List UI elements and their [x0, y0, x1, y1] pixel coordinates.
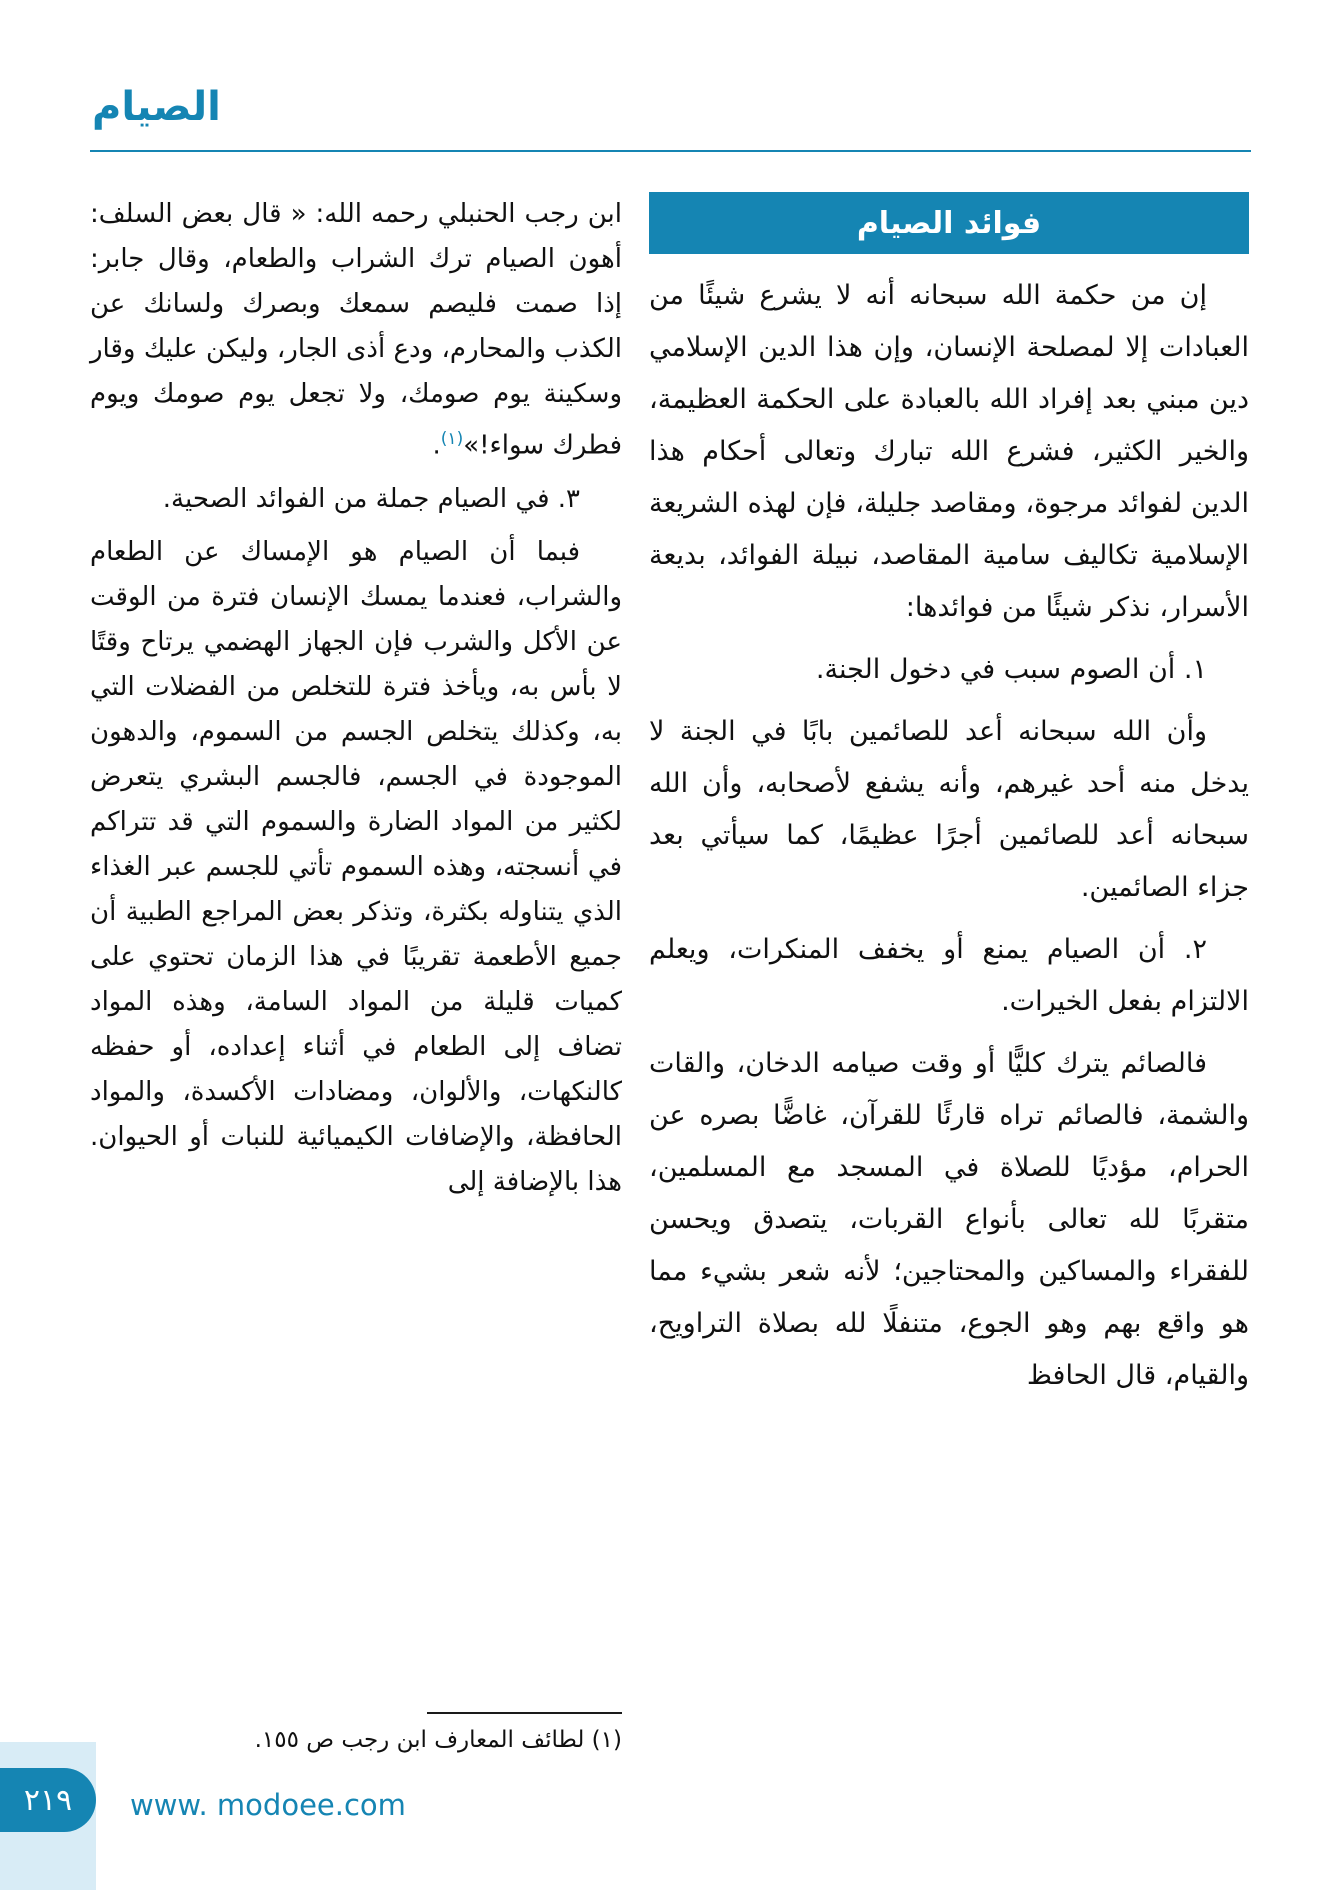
paragraph: إن من حكمة الله سبحانه أنه لا يشرع شيئًا من العبادات إلا لمصلحة الإنسان، وإن هذا الدين الإسلامي دين مبني بعد إفراد الله بالعبادة على الحكمة العظيمة، والخير الكثير، فشرع الله تبارك وتعالى أحكام هذا الدين لفوائد مرجوة، ومقاصد جليلة، فإن لهذه الشريعة الإسلامية تكاليف سامية المقاصد، نبيلة الفوائد، بديعة الأسرار، نذكر شيئًا من فوائدها:: [649, 280, 1249, 623]
paragraph-text: .: [432, 430, 441, 461]
paragraph: فالصائم يترك كليًّا أو وقت صيامه الدخان، والقات والشمة، فالصائم تراه قارئًا للقرآن، غاضًّا بصره عن الحرام، مؤديًا للصلاة في المسجد مع المسلمين، متقربًا لله تعالى بأنواع القربات، يتصدق ويحسن للفقراء والمساكين والمحتاجين؛ لأنه شعر بشيء مما هو واقع بهم وهو الجوع، متنفلًا لله بصلاة التراويح، والقيام، قال الحافظ: [649, 1048, 1249, 1391]
paragraph-text: ابن رجب الحنبلي رحمه الله: « قال بعض السلف: أهون الصيام ترك الشراب والطعام، وقال جابر: إذا صمت فليصم سمعك وبصرك ولسانك عن الكذب والمحارم، ودع أذى الجار، وليكن عليك وقار وسكينة يوم صومك، ولا تجعل يوم صومك ويوم فطرك سواء!»: [90, 199, 622, 461]
content-columns: [90, 192, 1249, 1757]
website-link[interactable]: www. modoee.com: [130, 1788, 406, 1822]
section-title-box: [649, 192, 1249, 254]
right-column: [649, 192, 1249, 1757]
page-number-tab: [0, 1768, 96, 1832]
footnote-marker: (١): [591, 1727, 622, 1753]
footnote-reference-marker: (١): [440, 429, 464, 449]
running-head-title: الصيام: [92, 84, 221, 130]
header-rule: [90, 150, 1251, 152]
paragraph: وأن الله سبحانه أعد للصائمين بابًا في الجنة لا يدخل منه أحد غيرهم، وأنه يشفع لأصحابه، وأن الله سبحانه أعد للصائمين أجرًا عظيمًا، كما سيأتي بعد جزاء الصائمين.: [649, 716, 1249, 903]
left-column: [90, 192, 622, 1757]
paragraph-numbered-item-3: ٣. في الصيام جملة من الفوائد الصحية.: [162, 483, 580, 514]
section-title: فوائد الصيام: [856, 205, 1042, 241]
footnote-content: لطائف المعارف ابن رجب ص ١٥٥.: [254, 1727, 585, 1753]
paragraph-numbered-item-1: ١. أن الصوم سبب في دخول الجنة.: [815, 654, 1207, 685]
paragraph-numbered-item-2: ٢. أن الصيام يمنع أو يخفف المنكرات، ويعلم الالتزام بفعل الخيرات.: [649, 934, 1249, 1017]
footnote-area: [90, 1706, 622, 1757]
footnote-text: [90, 1724, 622, 1757]
paragraph: فبما أن الصيام هو الإمساك عن الطعام والشراب، فعندما يمسك الإنسان فترة من الوقت عن الأكل والشرب فإن الجهاز الهضمي يرتاح وقتًا لا بأس به، ويأخذ فترة للتخلص من الفضلات التي به، وكذلك يتخلص الجسم من السموم، والدهون الموجودة في الجسم، فالجسم البشري يتعرض لكثير من المواد الضارة والسموم التي قد تتراكم في أنسجته، وهذه السموم تأتي للجسم عبر الغذاء الذي يتناوله بكثرة، وتذكر بعض المراجع الطبية أن جميع الأطعمة تقريبًا في هذا الزمان تحتوي على كميات قليلة من المواد السامة، وهذه المواد تضاف إلى الطعام في أثناء إعداده، أو حفظه كالنكهات، والألوان، ومضادات الأكسدة، والمواد الحافظة، والإضافات الكيميائية للنبات أو الحيوان. هذا بالإضافة إلى: [90, 536, 622, 1197]
paragraph: [90, 192, 622, 469]
page-number: ٢١٩: [23, 1782, 73, 1818]
footnote-separator-rule: [427, 1712, 622, 1714]
